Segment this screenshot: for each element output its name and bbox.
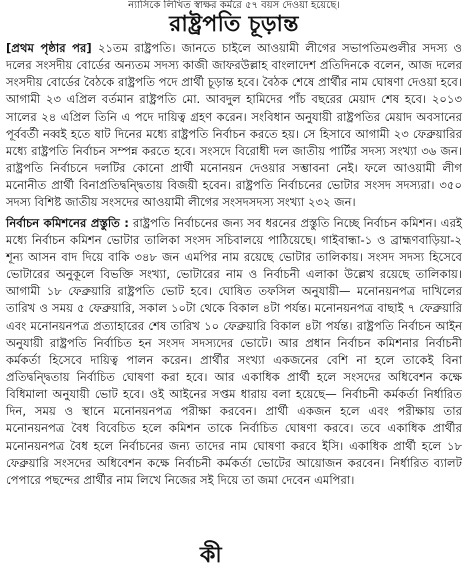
headline: রাষ্ট্রপতি চূড়ান্ত [169, 12, 299, 37]
article-body [6, 40, 462, 540]
paragraph-2-text: রাষ্ট্রপতি নির্বাচনের জন্য সব ধরনের প্রস্তুতি নিচ্ছে নির্বাচন কমিশন। এরই মধ্যে নির্বাচন কমিশন ভোটার তালিকা সংসদ সচিবালয়ে পাঠিয়েছে। গাইবান্ধা-১ ও ব্রাহ্মণবাড়িয়া-২ শূন্য আসন বাদ দিয়ে বাকি ৩৪৮ জন এমপির নাম রয়েছে ভোটার তালিকায়। সংসদ সদস্য হিসেবে ভোটারের অনুকূলে বিভক্তি সংখ্যা, ভোটারের নাম ও নির্বাচনী এলাকা উল্লেখ রয়েছে তালিকায়। আগামী ১৮ ফেব্রুয়ারি রাষ্ট্রপতি ভোট হবে। ঘোষিত তফসিল অনুযায়ী— মনোনয়নপত্র দাখিলের তারিখ ও সময় ৫ ফেব্রুয়ারি, সকাল ১০টা থেকে বিকাল ৪টা পর্যন্ত। মনোনয়নপত্র বাছাই ৭ ফেব্রুয়ারি এবং মনোনয়নপত্র প্রত্যাহারের শেষ তারিখ ১০ ফেব্রুয়ারি বিকাল ৪টা পর্যন্ত। রাষ্ট্রপতি নির্বাচন আইন অনুযায়ী রাষ্ট্রপতি নির্বাচিত হন সংসদ সদস্যদের ভোটে। আর প্রধান নির্বাচন কমিশনার নির্বাচনী কর্মকর্তা হিসেবে দায়িত্ব পালন করেন। প্রার্থীর সংখ্যা একজনের বেশি না হলে তাকেই বিনা প্রতিদ্বন্দ্বিতায় নির্বাচিত ঘোষণা করা হবে। আর একাধিক প্রার্থী হলে সংসদের অধিবেশন কক্ষে বিধিমালা অনুযায়ী ভোট হবে। ওই আইনের সপ্তম ধারায় বলা হয়েছে— নির্বাচনী কর্মকর্তা নির্ধারিত দিন, সময় ও স্থানে মনোনয়নপত্র পরীক্ষা করবেন। প্রার্থী একজন হলে এবং পরীক্ষায় তার মনোনয়নপত্র বৈধ বিবেচিত হলে কমিশন তাকে নির্বাচিত ঘোষণা করবে। তবে একাধিক প্রার্থীর মনোনয়নপত্র বৈধ হলে নির্বাচনের জন্য তাদের নাম ঘোষণা করবে ইসি। একাধিক প্রার্থী হলে ১৮ ফেব্রুয়ারি সংসদের অধিবেশন কক্ষে নির্বাচনী কর্মকর্তা ভোটের আয়োজন করবেন। নির্ধারিত ব্যালট পেপারে পছন্দের প্রার্থীর নাম লিখে নিজের সই দিয়ে তা জমা দেবেন এমপিরা। [6, 215, 462, 487]
paragraph-1-text: ২১তম রাষ্ট্রপতি। জানতে চাইলে আওয়ামী লীগের সভাপতিমণ্ডলীর সদস্য ও দলের সংসদীয় বোর্ডের অন্যতম সদস্য কাজী জাফরউল্লাহ বাংলাদেশ প্রতিদিনকে বলেন, আজ দলের সংসদীয় বোর্ডের বৈঠকে রাষ্ট্রপতি পদে প্রার্থী চূড়ান্ত হবে। বৈঠক শেষে প্রার্থীর নাম ঘোষণা দেওয়া হবে। আগামী ২৩ এপ্রিল বর্তমান রাষ্ট্রপতি মো. আবদুল হামিদের পাঁচ বছরের মেয়াদ শেষ হবে। ২০১৩ সালের ২৪ এপ্রিল তিনি এ পদে দায়িত্ব গ্রহণ করেন। সংবিধান অনুযায়ী রাষ্ট্রপতির মেয়াদ অবসানের পূর্ববর্তী নব্বই হতে ষাট দিনের মধ্যে রাষ্ট্রপতি নির্বাচন করতে হয়। সে হিসাবে আগামী ২৩ ফেব্রুয়ারির মধ্যে রাষ্ট্রপতি নির্বাচন সম্পন্ন করতে হবে। সংসদে বিরোধী দল জাতীয় পার্টির সদস্য সংখ্যা ৩৬ জন। রাষ্ট্রপতি নির্বাচনে দলটির কোনো প্রার্থী মনোনয়ন দেওয়ার সম্ভাবনা নেই। ফলে আওয়ামী লীগ মনোনীত প্রার্থী বিনাপ্রতিদ্বন্দ্বিতায় বিজয়ী হবেন। রাষ্ট্রপতি নির্বাচনের ভোটার সংসদ সদস্যরা। ৩৫০ সদস্য বিশিষ্ট জাতীয় সংসদের আওয়ামী লীগের সংসদসদস্য সংখ্যা ২৩২ জন। [6, 41, 462, 210]
paragraph-1 [6, 40, 462, 212]
paragraph-1-lead: [প্রথম পৃষ্ঠার পর] [6, 41, 92, 55]
next-headline-fragment: কী [200, 543, 222, 568]
previous-article-fragment: ন্যাসিকে লিখিত স্বাক্ষর কর্মরে ৫৭ বয়স দেওয়া হয়েছে। [128, 0, 340, 11]
paragraph-2-lead: নির্বাচন কমিশনের প্রস্তুতি : [6, 215, 129, 230]
paragraph-2 [6, 215, 462, 490]
